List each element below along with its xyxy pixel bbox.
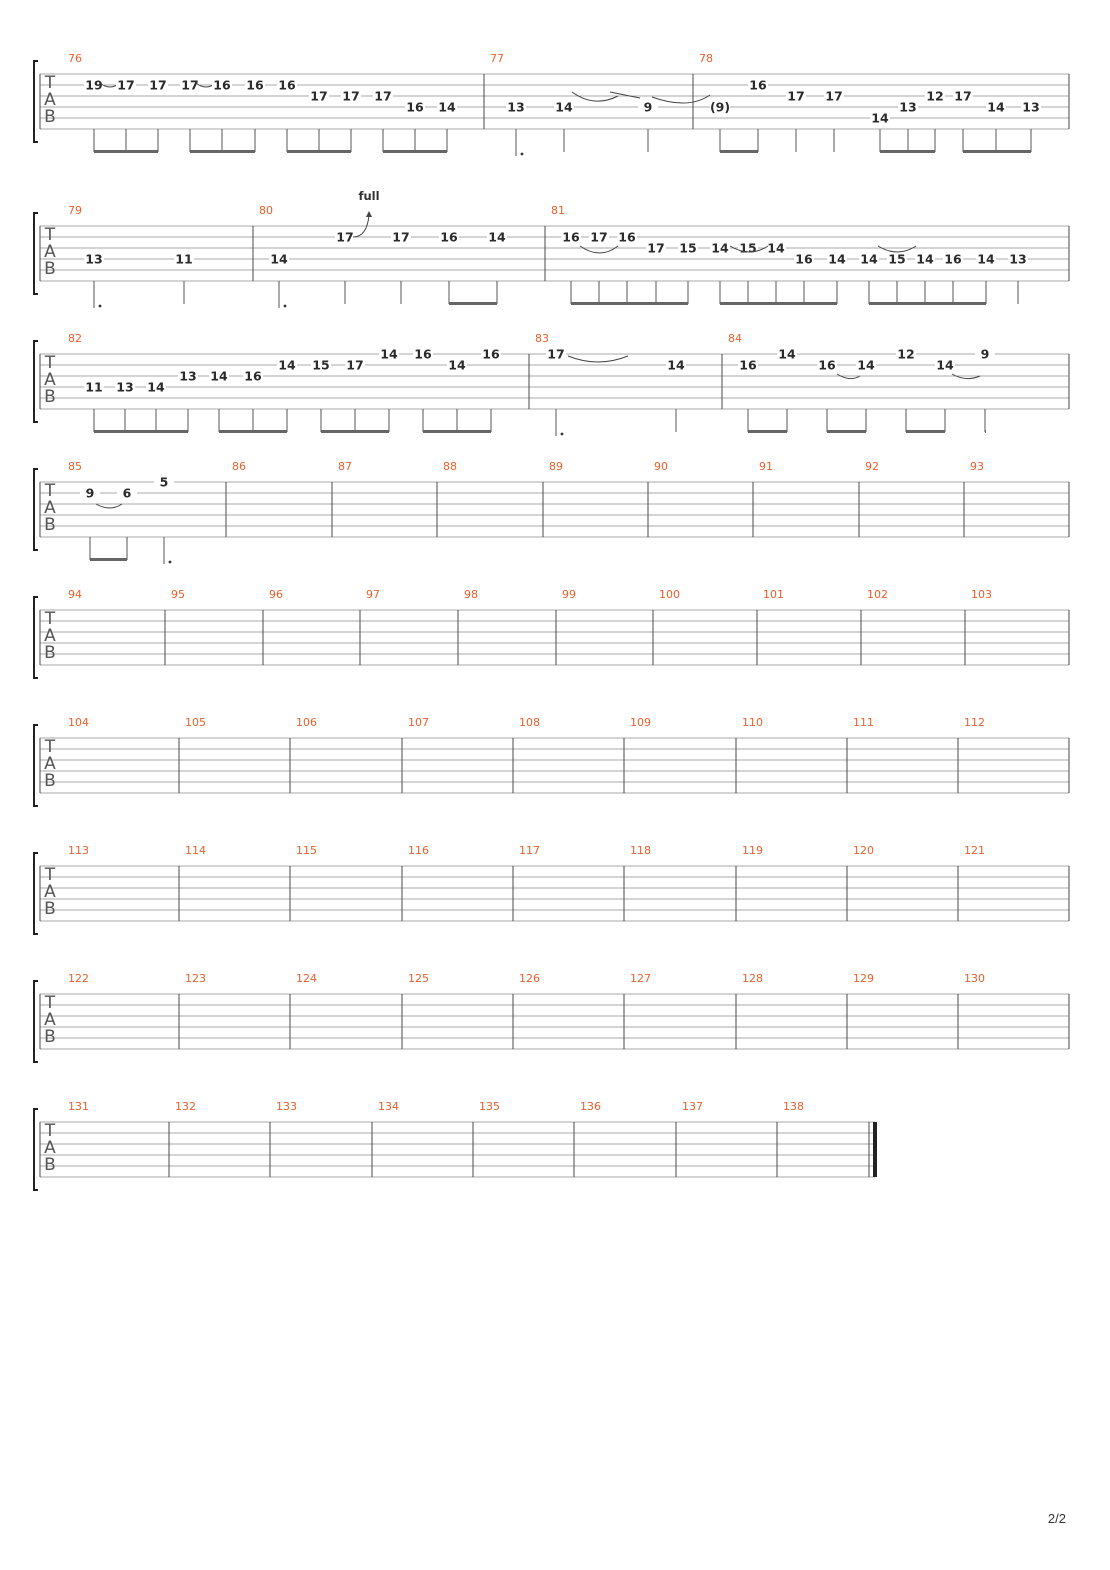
beam: [748, 430, 787, 433]
measure-number: 135: [479, 1100, 500, 1113]
fret-number: 14: [936, 357, 954, 373]
measure-number: 114: [185, 844, 206, 857]
measure-number: 82: [68, 332, 82, 345]
tab-score: [34, 52, 1069, 1190]
measure-number: 107: [408, 716, 429, 729]
fret-number: 14: [667, 357, 685, 373]
measure-number: 102: [867, 588, 888, 601]
fret-number: 17: [647, 240, 665, 256]
beam: [287, 150, 351, 153]
measure-number: 95: [171, 588, 185, 601]
fret-number: (9): [709, 99, 731, 115]
bend-arrowhead: [366, 211, 372, 217]
beam: [880, 150, 935, 153]
fret-number: 11: [85, 379, 103, 395]
beam: [720, 302, 837, 305]
measure-number: 110: [742, 716, 763, 729]
fret-number: 14: [270, 251, 288, 267]
measure-number: 98: [464, 588, 478, 601]
system-bracket: [34, 725, 38, 806]
tab-clef-letter: A: [44, 754, 56, 774]
system-bracket: [34, 1109, 38, 1190]
beam: [571, 302, 688, 305]
tab-clef-letter: B: [44, 1155, 56, 1175]
measure-number: 129: [853, 972, 874, 985]
dot: [521, 153, 524, 156]
fret-number: 14: [977, 251, 995, 267]
tab-clef-letter: B: [44, 643, 56, 663]
measure-number: 86: [232, 460, 246, 473]
fret-number: 16: [795, 251, 813, 267]
slur: [568, 356, 628, 362]
fret-number: 13: [899, 99, 917, 115]
measure-number: 93: [970, 460, 984, 473]
fret-number: 9: [980, 346, 990, 362]
fret-number: 16: [482, 346, 500, 362]
measure-number: 117: [519, 844, 540, 857]
fret-number: 14: [380, 346, 398, 362]
tab-clef-letter: B: [44, 107, 56, 127]
tab-clef-letter: B: [44, 1027, 56, 1047]
fret-number: 14: [857, 357, 875, 373]
fret-number: 17: [342, 88, 360, 104]
measure-number: 128: [742, 972, 763, 985]
tab-clef-letter: B: [44, 899, 56, 919]
fret-number: 14: [860, 251, 878, 267]
fret-number: 14: [210, 368, 228, 384]
measure-number: 96: [269, 588, 283, 601]
measure-number: 111: [853, 716, 874, 729]
beam: [94, 150, 158, 153]
measure-number: 126: [519, 972, 540, 985]
dot: [99, 305, 102, 308]
tab-clef-letter: T: [44, 609, 56, 629]
tab-clef-letter: A: [44, 242, 56, 262]
measure-number: 131: [68, 1100, 89, 1113]
fret-number: 16: [749, 77, 767, 93]
measure-number: 94: [68, 588, 82, 601]
fret-number: 14: [767, 240, 785, 256]
fret-number: 16: [440, 229, 458, 245]
measure-number: 84: [728, 332, 742, 345]
fret-number: 12: [897, 346, 915, 362]
dot: [561, 433, 564, 436]
beam: [449, 302, 497, 305]
slur: [572, 92, 618, 101]
tab-clef-letter: B: [44, 515, 56, 535]
slur: [580, 246, 618, 253]
beam: [219, 430, 287, 433]
measure-number: 106: [296, 716, 317, 729]
fret-number: 16: [406, 99, 424, 115]
fret-number: 16: [618, 229, 636, 245]
measure-number: 105: [185, 716, 206, 729]
tab-clef-letter: T: [44, 737, 56, 757]
tab-clef-letter: T: [44, 1121, 56, 1141]
measure-number: 88: [443, 460, 457, 473]
fret-number: 14: [555, 99, 573, 115]
beam: [90, 558, 127, 561]
fret-number: 16: [278, 77, 296, 93]
tab-clef-letter: T: [44, 353, 56, 373]
measure-number: 97: [366, 588, 380, 601]
measure-number: 113: [68, 844, 89, 857]
beam: [383, 150, 447, 153]
fret-number: 14: [916, 251, 934, 267]
dot: [169, 561, 172, 564]
beam: [321, 430, 389, 433]
measure-number: 134: [378, 1100, 399, 1113]
fret-number: 13: [1022, 99, 1040, 115]
dot: [284, 305, 287, 308]
fret-number: 15: [888, 251, 906, 267]
measure-number: 109: [630, 716, 651, 729]
slur: [96, 504, 122, 508]
fret-number: 13: [507, 99, 525, 115]
measure-number: 81: [551, 204, 565, 217]
beam: [94, 430, 188, 433]
measure-number: 108: [519, 716, 540, 729]
fret-number: 17: [346, 357, 364, 373]
measure-number: 85: [68, 460, 82, 473]
measure-number: 138: [783, 1100, 804, 1113]
tab-system: [34, 332, 1069, 436]
beam: [720, 150, 758, 153]
measure-number: 125: [408, 972, 429, 985]
fret-number: 17: [374, 88, 392, 104]
fret-number: 14: [278, 357, 296, 373]
fret-number: 19: [85, 77, 103, 93]
fret-number: 17: [336, 229, 354, 245]
system-bracket: [34, 213, 38, 294]
fret-number: 16: [244, 368, 262, 384]
measure-number: 120: [853, 844, 874, 857]
tab-clef-letter: B: [44, 771, 56, 791]
measure-number: 124: [296, 972, 317, 985]
beam: [869, 302, 986, 305]
tab-system: [34, 1100, 877, 1190]
fret-number: 9: [85, 485, 95, 501]
tab-clef-letter: T: [44, 481, 56, 501]
tab-system: [34, 844, 1069, 934]
beam: [906, 430, 945, 433]
fret-number: 16: [818, 357, 836, 373]
measure-number: 112: [964, 716, 985, 729]
fret-number: 14: [828, 251, 846, 267]
system-bracket: [34, 853, 38, 934]
fret-number: 17: [547, 346, 565, 362]
measure-number: 83: [535, 332, 549, 345]
measure-number: 118: [630, 844, 651, 857]
measure-number: 91: [759, 460, 773, 473]
tab-system: [34, 716, 1069, 806]
fret-number: 6: [122, 485, 132, 501]
system-bracket: [34, 341, 38, 422]
fret-number: 13: [179, 368, 197, 384]
measure-number: 103: [971, 588, 992, 601]
measure-number: 123: [185, 972, 206, 985]
tab-clef-letter: A: [44, 498, 56, 518]
measure-number: 121: [964, 844, 985, 857]
fret-number: 14: [987, 99, 1005, 115]
tab-clef-letter: A: [44, 370, 56, 390]
measure-number: 130: [964, 972, 985, 985]
tab-clef-letter: T: [44, 993, 56, 1013]
fret-number: 17: [954, 88, 972, 104]
fret-number: 17: [181, 77, 199, 93]
tab-system: [34, 52, 1069, 156]
tab-clef-letter: A: [44, 626, 56, 646]
tab-clef-letter: T: [44, 73, 56, 93]
system-bracket: [34, 981, 38, 1062]
tab-system: [34, 972, 1069, 1062]
beam: [190, 150, 255, 153]
tab-clef-letter: T: [44, 225, 56, 245]
fret-number: 9: [643, 99, 653, 115]
fret-number: 17: [787, 88, 805, 104]
fret-number: 14: [147, 379, 165, 395]
tab-clef-letter: B: [44, 259, 56, 279]
tab-system: [34, 189, 1069, 308]
final-barline: [873, 1122, 877, 1177]
measure-number: 99: [562, 588, 576, 601]
fret-number: 17: [149, 77, 167, 93]
tab-system: [34, 588, 1069, 678]
fret-number: 11: [175, 251, 193, 267]
measure-number: 76: [68, 52, 82, 65]
fret-number: 15: [312, 357, 330, 373]
tab-clef-letter: A: [44, 882, 56, 902]
system-bracket: [34, 597, 38, 678]
fret-number: 14: [488, 229, 506, 245]
fret-number: 14: [871, 110, 889, 126]
fret-number: 17: [590, 229, 608, 245]
fret-number: 14: [778, 346, 796, 362]
beam: [827, 430, 866, 433]
beam: [423, 430, 491, 433]
measure-number: 137: [682, 1100, 703, 1113]
fret-number: 16: [562, 229, 580, 245]
measure-number: 101: [763, 588, 784, 601]
measure-number: 127: [630, 972, 651, 985]
measure-number: 80: [259, 204, 273, 217]
fret-number: 17: [392, 229, 410, 245]
fret-number: 15: [679, 240, 697, 256]
fret-number: 13: [85, 251, 103, 267]
fret-number: 17: [825, 88, 843, 104]
system-bracket: [34, 469, 38, 550]
fret-number: 5: [159, 474, 169, 490]
measure-number: 119: [742, 844, 763, 857]
beam: [963, 150, 1031, 153]
bend-label: full: [358, 189, 380, 203]
tab-clef-letter: A: [44, 90, 56, 110]
tab-clef-letter: T: [44, 865, 56, 885]
measure-number: 87: [338, 460, 352, 473]
tab-clef-letter: A: [44, 1138, 56, 1158]
fret-number: 16: [944, 251, 962, 267]
fret-number: 17: [310, 88, 328, 104]
fret-number: 13: [1009, 251, 1027, 267]
fret-number: 14: [711, 240, 729, 256]
measure-number: 104: [68, 716, 89, 729]
fret-number: 14: [438, 99, 456, 115]
measure-number: 122: [68, 972, 89, 985]
fret-number: 12: [926, 88, 944, 104]
measure-number: 78: [699, 52, 713, 65]
fret-number: 17: [117, 77, 135, 93]
fret-number: 16: [213, 77, 231, 93]
fret-number: 16: [414, 346, 432, 362]
measure-number: 100: [659, 588, 680, 601]
measure-number: 90: [654, 460, 668, 473]
measure-number: 77: [490, 52, 504, 65]
tab-clef-letter: B: [44, 387, 56, 407]
fret-number: 13: [116, 379, 134, 395]
measure-number: 132: [175, 1100, 196, 1113]
fret-number: 15: [739, 240, 757, 256]
tab-system: [34, 460, 1069, 564]
fret-number: 16: [246, 77, 264, 93]
fret-number: 16: [739, 357, 757, 373]
measure-number: 116: [408, 844, 429, 857]
measure-number: 79: [68, 204, 82, 217]
beam: [985, 430, 986, 433]
tab-clef-letter: A: [44, 1010, 56, 1030]
fret-number: 14: [448, 357, 466, 373]
page-number: 2/2: [1047, 1511, 1066, 1526]
measure-number: 92: [865, 460, 879, 473]
measure-number: 133: [276, 1100, 297, 1113]
measure-number: 136: [580, 1100, 601, 1113]
system-bracket: [34, 61, 38, 142]
measure-number: 115: [296, 844, 317, 857]
measure-number: 89: [549, 460, 563, 473]
